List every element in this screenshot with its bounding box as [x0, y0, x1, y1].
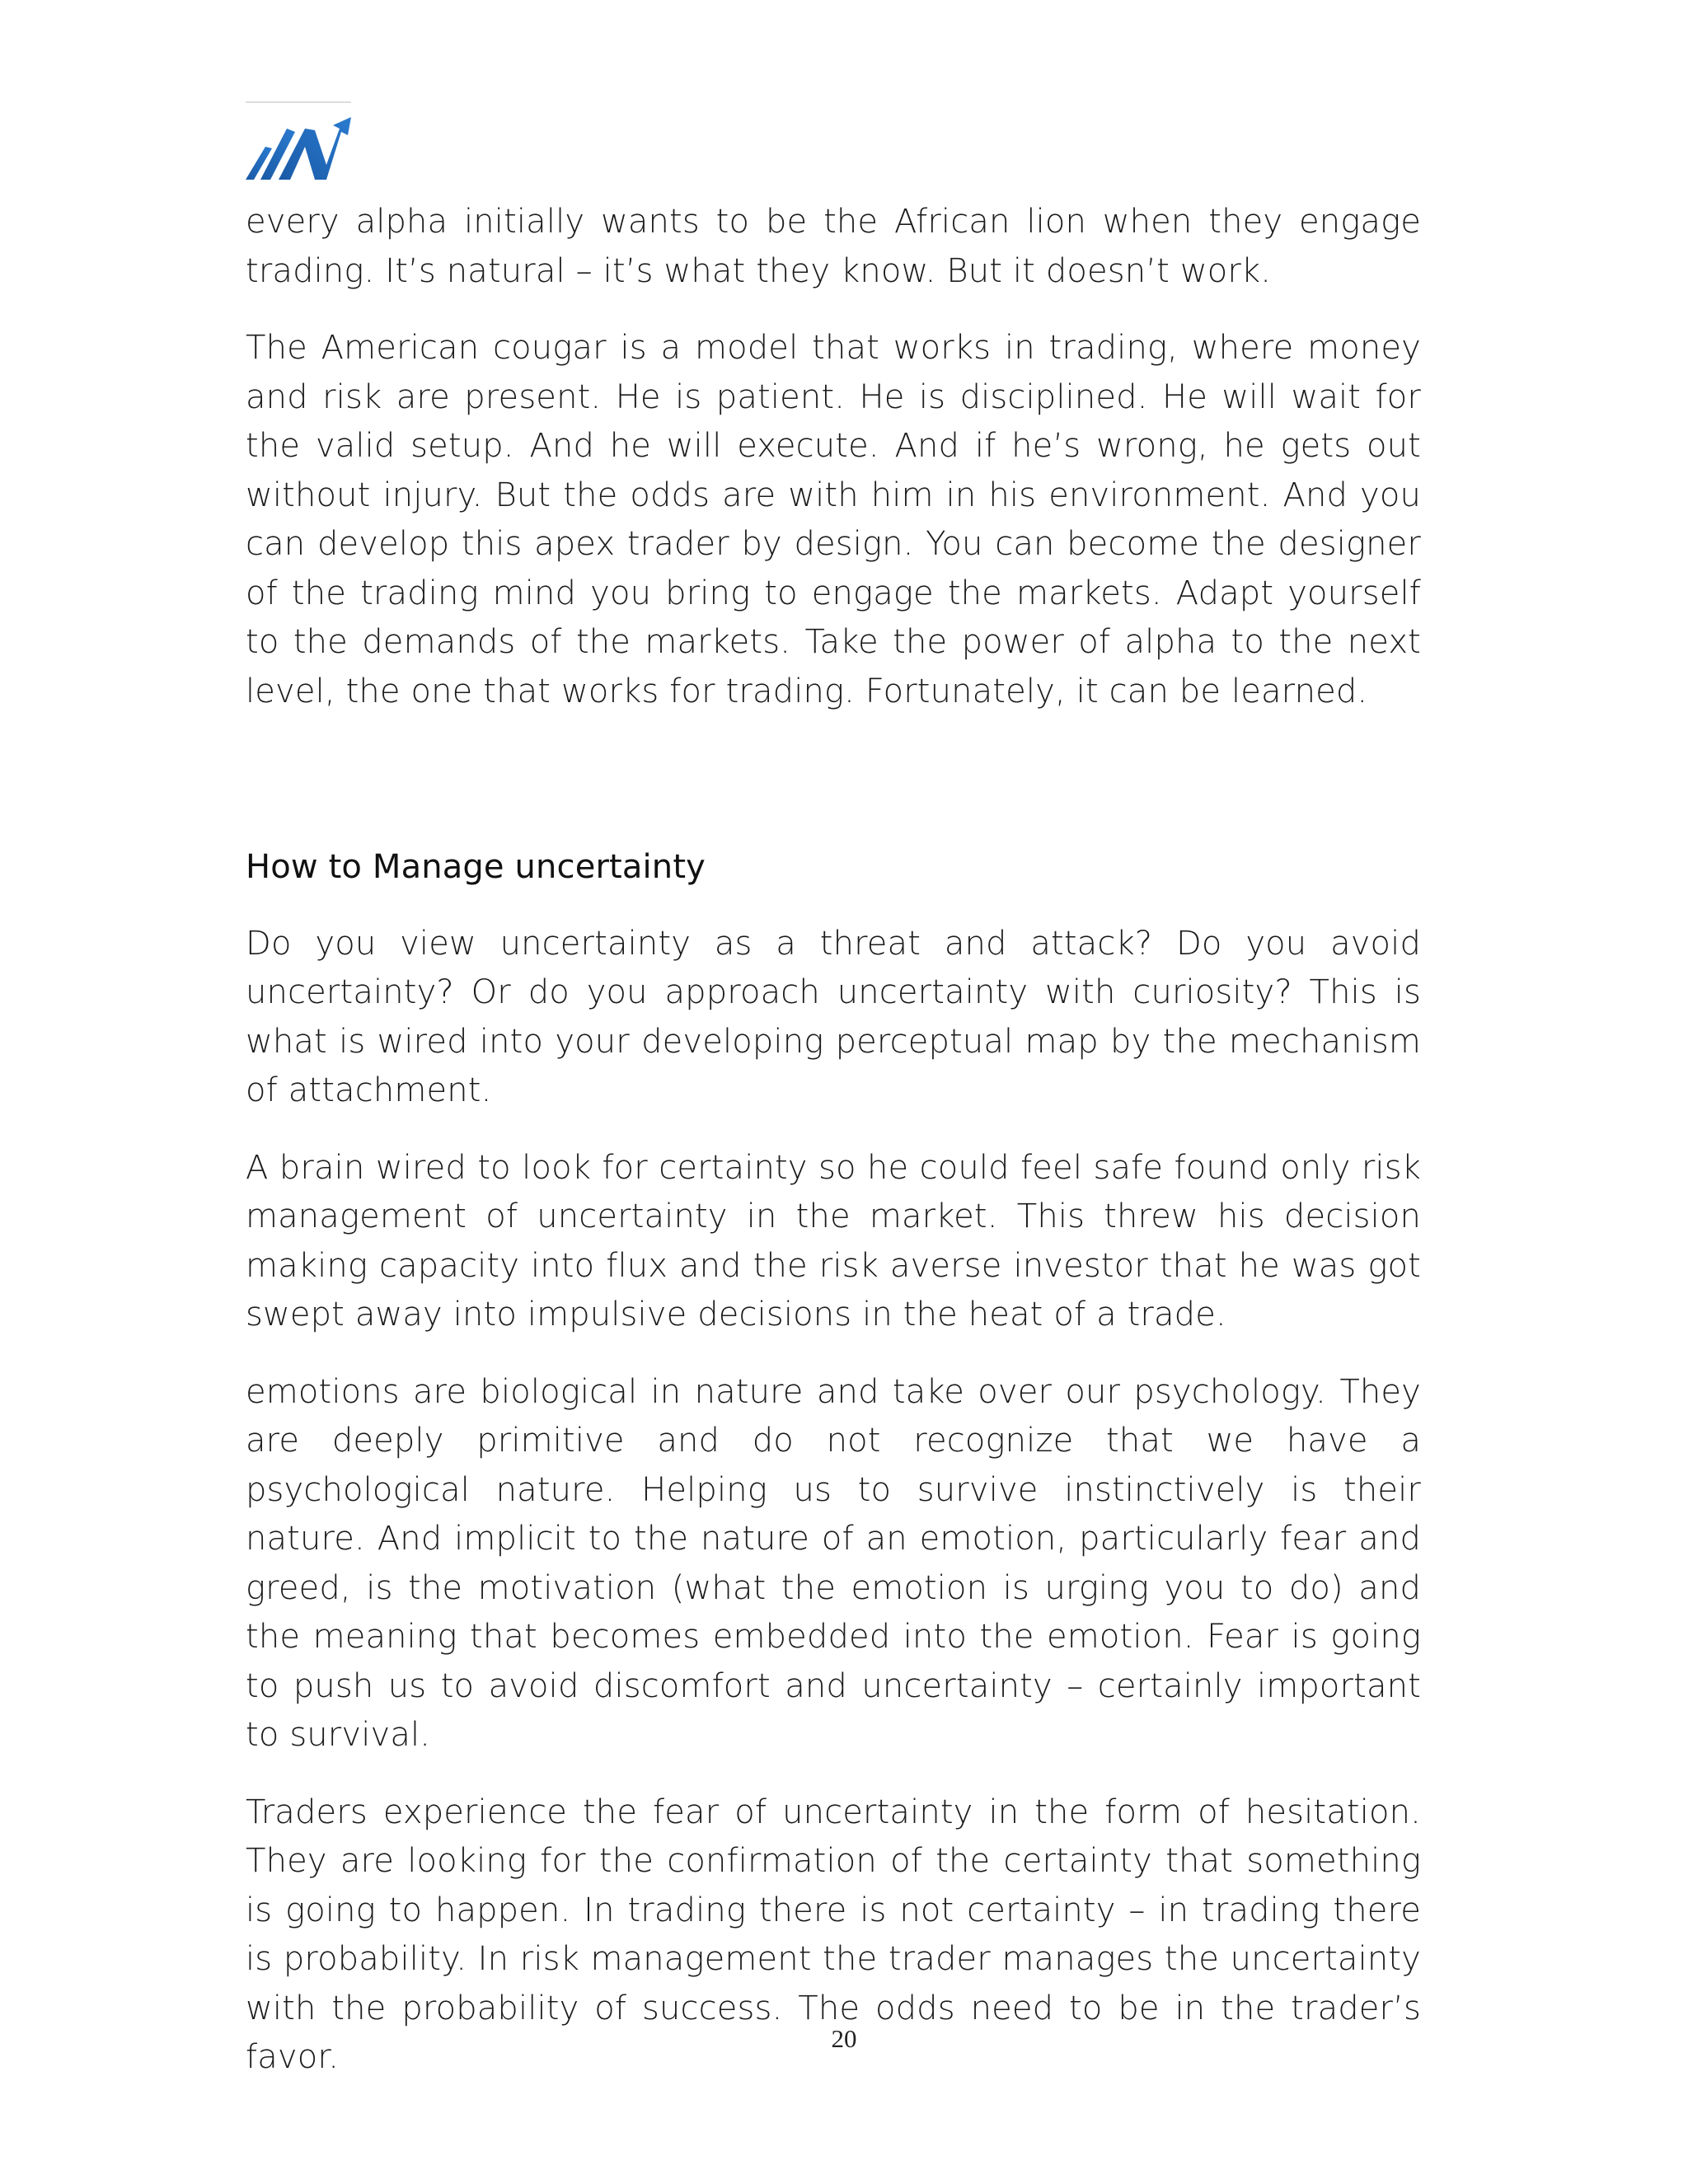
paragraph: The American cougar is a model that works in trading, where money and risk are present. He is patient. He is disciplined. He will wait for the valid setup. And he will execute. And if he’s wrong, he gets out without injury. But the odds are with him in his environment. And you can develop this apex trader by design. You can become the designer of the trading mind you bring to engage the markets. Adapt yourself to the demands of the markets. Take the power of alpha to the next level, the one that works for trading. Fortunately, it can be learned.: [246, 329, 1421, 710]
page-number: 20: [831, 2024, 857, 2053]
section-heading: How to Manage uncertainty: [246, 848, 706, 886]
body-text: [246, 198, 1421, 2111]
paragraph: Do you view uncertainty as a threat and attack? Do you avoid uncertainty? Or do you approach uncertainty with curiosity? This is what is wired into your developing perceptual map by the mechanism of attachment.: [246, 924, 1421, 1109]
paragraph: every alpha initially wants to be the African lion when they engage trading. It’s natural – it’s what they know. But it doesn’t work.: [246, 203, 1421, 290]
paragraph: Traders experience the fear of uncertainty in the form of hesitation. They are looking for the confirmation of the certainty that something is going to happen. In trading there is not certainty – in trading there is probability. In risk management the trader manages the uncertainty with the probability of success. The odds need to be in the trader’s favor.: [246, 1793, 1421, 2076]
paragraph: A brain wired to look for certainty so he could feel safe found only risk management of uncertainty in the market. This threw his decision making capacity into flux and the risk averse investor that he was got swept away into impulsive decisions in the heat of a trade.: [246, 1148, 1421, 1333]
rising-arrow-logo-icon: [244, 114, 353, 181]
paragraph: emotions are biological in nature and take over our psychology. They are deeply primitive and do not recognize that we have a psychological nature. Helping us to survive instinctively is their nature. And implicit to the nature of an emotion, particularly fear and greed, is the motivation (what the emotion is urging you to do) and the meaning that becomes embedded into the emotion. Fear is going to push us to avoid discomfort and uncertainty – certainly important to survival.: [246, 1372, 1421, 1754]
header-divider: [246, 101, 351, 103]
